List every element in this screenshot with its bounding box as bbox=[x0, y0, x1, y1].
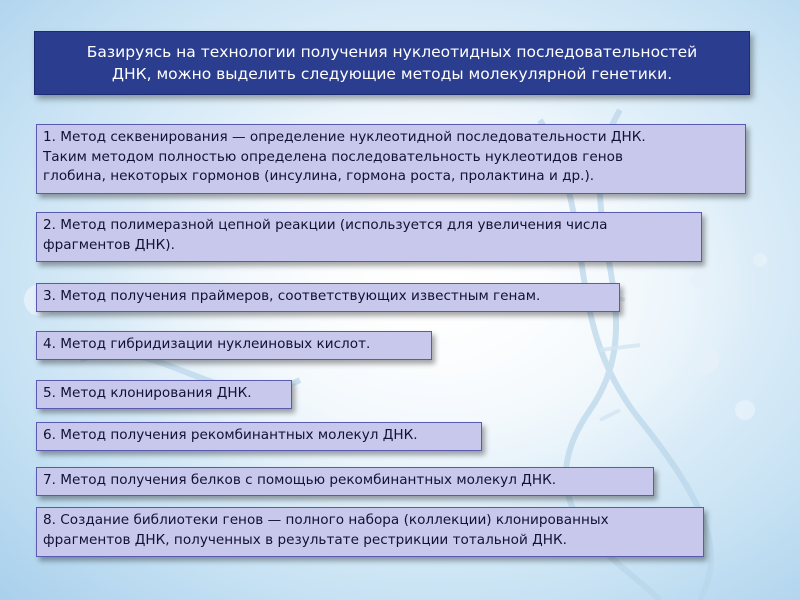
method-item-2 bbox=[36, 212, 702, 262]
method-item-2-line-2: фрагментов ДНК). bbox=[43, 236, 175, 253]
method-item-3-line-1: 3. Метод получения праймеров, соответствующих известным генам. bbox=[43, 288, 541, 304]
title-line-1: Базируясь на технологии получения нуклеотидных последовательностей bbox=[86, 43, 698, 61]
method-item-8 bbox=[36, 507, 704, 557]
method-item-1 bbox=[36, 124, 746, 194]
method-item-1-line-2: Таким методом полностью определена последовательность нуклеотидов генов bbox=[43, 148, 623, 165]
method-item-5 bbox=[36, 380, 292, 409]
method-item-8-line-1: 8. Создание библиотеки генов — полного набора (коллекции) клонированных bbox=[43, 512, 609, 528]
method-item-4 bbox=[36, 331, 432, 360]
method-item-6 bbox=[36, 422, 482, 451]
method-item-7-line-1: 7. Метод получения белков с помощью рекомбинантных молекул ДНК. bbox=[43, 472, 557, 488]
method-item-5-line-1: 5. Метод клонирования ДНК. bbox=[43, 385, 252, 401]
method-item-2-line-1: 2. Метод полимеразной цепной реакции (используется для увеличения числа bbox=[43, 217, 608, 233]
method-item-1-line-3: глобина, некоторых гормонов (инсулина, гормона роста, пролактина и др.). bbox=[43, 168, 595, 184]
method-item-3 bbox=[36, 283, 620, 312]
method-item-1-line-1: 1. Метод секвенирования — определение нуклеотидной последовательности ДНК. bbox=[43, 129, 646, 145]
method-item-6-line-1: 6. Метод получения рекомбинантных молекул ДНК. bbox=[43, 427, 418, 443]
slide-title bbox=[34, 31, 750, 95]
title-line-2: ДНК, можно выделить следующие методы молекулярной генетики. bbox=[111, 65, 673, 83]
method-item-4-line-1: 4. Метод гибридизации нуклеиновых кислот. bbox=[43, 336, 371, 352]
method-item-8-line-2: фрагментов ДНК, полученных в результате рестрикции тотальной ДНК. bbox=[43, 531, 567, 548]
method-item-7 bbox=[36, 467, 654, 496]
